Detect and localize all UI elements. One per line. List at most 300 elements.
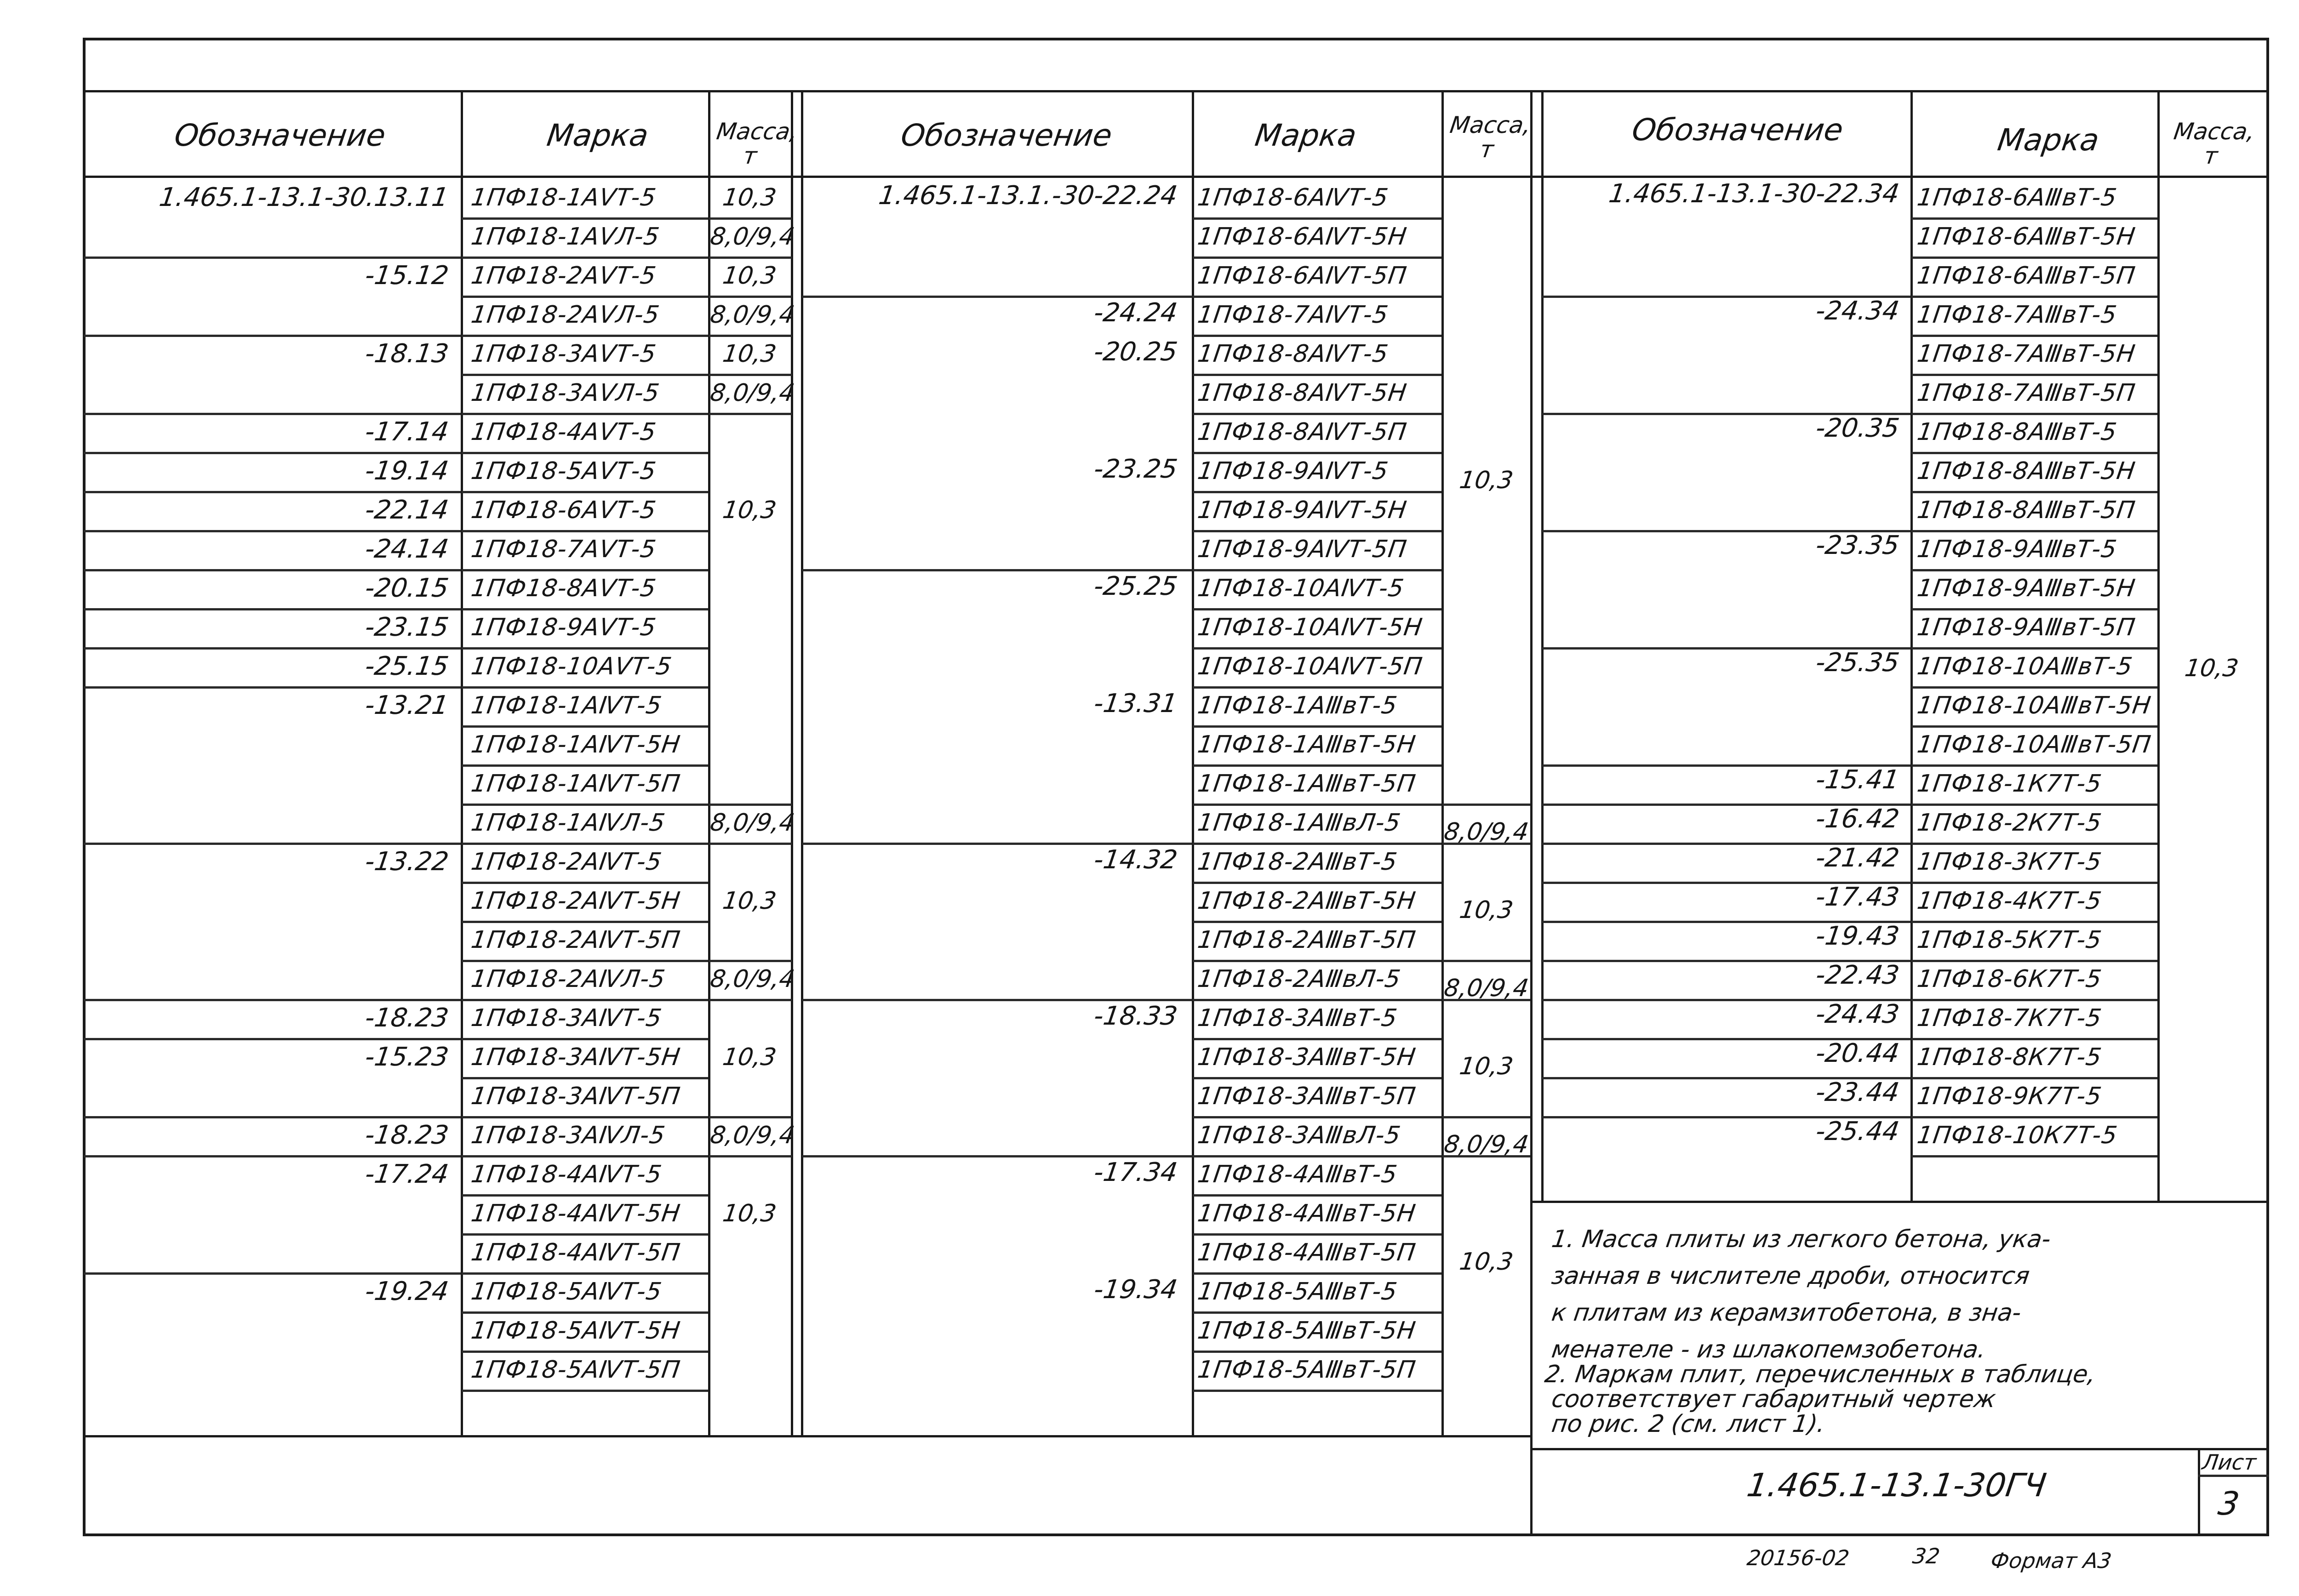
row-divider bbox=[1542, 804, 1910, 806]
row-divider bbox=[1442, 960, 1530, 962]
row-divider bbox=[84, 491, 461, 493]
row-divider bbox=[1442, 1155, 1530, 1157]
mass-cell: 8,0/9,4 bbox=[708, 809, 797, 837]
note-line: соответствует габаритный чертеж bbox=[1550, 1385, 1998, 1413]
row-divider bbox=[462, 882, 708, 884]
row-divider bbox=[1193, 452, 1441, 454]
row-divider bbox=[1193, 1311, 1441, 1314]
mark-cell: 1ПФ18-3АⅤТ-5 bbox=[469, 340, 658, 368]
col2-divider-mark bbox=[1441, 90, 1444, 1437]
row-divider bbox=[1193, 1272, 1441, 1275]
row-divider bbox=[462, 764, 708, 767]
mark-cell: 1ПФ18-5АⅢвТ-5Н bbox=[1195, 1317, 1418, 1345]
row-divider bbox=[462, 530, 708, 532]
designation-code: -25.15 bbox=[363, 651, 451, 681]
row-divider bbox=[1911, 491, 2157, 493]
row-divider bbox=[1193, 1077, 1441, 1079]
row-divider bbox=[802, 999, 1192, 1001]
designation-code: -25.35 bbox=[1813, 648, 1901, 678]
mass-cell: 10,3 bbox=[721, 262, 778, 290]
designation-code: -19.43 bbox=[1813, 921, 1901, 951]
row-divider bbox=[462, 1351, 708, 1353]
designation-code: -14.32 bbox=[1092, 845, 1179, 875]
row-divider bbox=[84, 413, 461, 415]
row-divider bbox=[84, 843, 461, 845]
row-divider bbox=[1193, 491, 1441, 493]
mass-cell: 10,3 bbox=[721, 1200, 778, 1227]
mark-cell: 1ПФ18-9АⅣТ-5П bbox=[1195, 536, 1409, 563]
mark-cell: 1ПФ18-3АⅣТ-5Н bbox=[469, 1043, 682, 1071]
row-divider bbox=[1193, 256, 1441, 259]
row-divider bbox=[462, 1116, 708, 1118]
col3-divider-mark bbox=[2157, 90, 2160, 1203]
designation-code: -19.34 bbox=[1092, 1275, 1179, 1305]
row-divider bbox=[709, 413, 792, 415]
footer-format: Формат А3 bbox=[1989, 1548, 2113, 1573]
row-divider bbox=[84, 608, 461, 610]
designation-code: -21.42 bbox=[1813, 843, 1901, 873]
mass-unit: т bbox=[741, 142, 759, 169]
row-divider bbox=[1911, 217, 2157, 220]
mass-cell: 8,0/9,4 bbox=[708, 301, 797, 329]
row-divider bbox=[1442, 999, 1530, 1001]
row-divider bbox=[709, 1116, 792, 1118]
mark-cell: 1ПФ18-6АⅣТ-5П bbox=[1195, 262, 1409, 290]
mark-cell: 1ПФ18-1АⅣТ-5 bbox=[469, 692, 664, 719]
mark-cell: 1ПФ18-6АⅢвТ-5Н bbox=[1915, 223, 2137, 251]
mark-cell: 1ПФ18-5К7Т-5 bbox=[1915, 926, 2104, 954]
row-divider bbox=[802, 569, 1192, 571]
note-line: занная в числителе дроби, относится bbox=[1550, 1262, 2031, 1290]
mass-cell: 8,0/9,4 bbox=[1442, 818, 1531, 846]
row-divider bbox=[1193, 647, 1441, 650]
mass-cell: 8,0/9,4 bbox=[708, 223, 797, 251]
row-divider bbox=[802, 1155, 1192, 1157]
mark-cell: 1ПФ18-4АⅢвТ-5Н bbox=[1195, 1200, 1418, 1227]
row-divider bbox=[1911, 608, 2157, 610]
designation-code: -20.35 bbox=[1813, 413, 1901, 443]
row-divider bbox=[1193, 1194, 1441, 1197]
stamp-sheet-number: 3 bbox=[2216, 1485, 2242, 1522]
mark-cell: 1ПФ18-10АⅣТ-5Н bbox=[1195, 614, 1424, 641]
row-divider bbox=[1911, 374, 2157, 376]
mass-cell: 10,3 bbox=[1458, 896, 1515, 924]
row-divider bbox=[1911, 296, 2157, 298]
row-divider bbox=[462, 1077, 708, 1079]
mark-cell: 1ПФ18-3К7Т-5 bbox=[1915, 848, 2104, 876]
mark-cell: 1ПФ18-8АⅣТ-5 bbox=[1195, 340, 1390, 368]
row-divider bbox=[1442, 1116, 1530, 1118]
col1-header-designation: Обозначение bbox=[172, 118, 388, 153]
row-divider bbox=[1193, 960, 1441, 962]
row-divider bbox=[1911, 921, 2157, 923]
col3-header-designation: Обозначение bbox=[1630, 112, 1846, 148]
row-divider bbox=[709, 335, 792, 337]
col1-header-mass bbox=[712, 118, 800, 169]
row-divider bbox=[1193, 1390, 1441, 1392]
row-divider bbox=[462, 1233, 708, 1236]
mark-cell: 1ПФ18-1АⅢвЛ-5 bbox=[1195, 809, 1403, 837]
mark-cell: 1ПФ18-10АⅤТ-5 bbox=[469, 653, 674, 680]
mark-cell: 1ПФ18-9АⅢвТ-5 bbox=[1915, 536, 2119, 563]
mark-cell: 1ПФ18-10АⅢвТ-5Н bbox=[1915, 692, 2153, 719]
row-divider bbox=[1442, 843, 1530, 845]
row-divider bbox=[462, 413, 708, 415]
row-divider bbox=[462, 256, 708, 259]
stamp-sheet-label: Лист bbox=[2201, 1450, 2258, 1475]
row-divider bbox=[1193, 764, 1441, 767]
mark-cell: 1ПФ18-9К7Т-5 bbox=[1915, 1083, 2104, 1110]
mark-cell: 1ПФ18-9АⅣТ-5 bbox=[1195, 457, 1390, 485]
mark-cell: 1ПФ18-6АⅢвТ-5 bbox=[1915, 184, 2119, 211]
stamp-sheet-divider bbox=[2198, 1448, 2200, 1536]
mark-cell: 1ПФ18-6АⅣТ-5Н bbox=[1195, 223, 1409, 251]
mark-cell: 1ПФ18-1АⅢвТ-5 bbox=[1195, 692, 1399, 719]
col2-divider-mass-b bbox=[1541, 90, 1544, 1203]
mark-cell: 1ПФ18-7К7Т-5 bbox=[1915, 1004, 2104, 1032]
col2-divider-mass bbox=[1530, 90, 1533, 1536]
col3-header-mass bbox=[2163, 120, 2262, 168]
designation-code: -23.35 bbox=[1813, 530, 1901, 560]
row-divider bbox=[84, 686, 461, 689]
mark-cell: 1ПФ18-3АⅢвТ-5Н bbox=[1195, 1043, 1418, 1071]
mass-cell: 8,0/9,4 bbox=[708, 379, 797, 407]
designation-code: -16.42 bbox=[1813, 804, 1901, 834]
row-divider bbox=[1193, 999, 1441, 1001]
row-divider bbox=[84, 335, 461, 337]
mass-cell: 8,0/9,4 bbox=[1442, 1131, 1531, 1158]
row-divider bbox=[84, 1155, 461, 1157]
row-divider bbox=[1542, 647, 1910, 650]
designation-code: -15.12 bbox=[363, 261, 451, 291]
designation-code: -18.13 bbox=[363, 339, 451, 369]
designation-code: 1.465.1-13.1-30-22.34 bbox=[1607, 179, 1901, 209]
row-divider bbox=[1542, 1038, 1910, 1040]
designation-code: -17.24 bbox=[363, 1159, 451, 1189]
mass-label: Масса, bbox=[2172, 118, 2257, 145]
col1-divider-mark bbox=[708, 90, 710, 1437]
mass-cell: 10,3 bbox=[1458, 1053, 1515, 1080]
designation-code: -24.43 bbox=[1813, 999, 1901, 1029]
row-divider bbox=[1911, 452, 2157, 454]
mark-cell: 1ПФ18-2АⅢвТ-5 bbox=[1195, 848, 1399, 876]
mark-cell: 1ПФ18-7АⅢвТ-5 bbox=[1915, 301, 2119, 329]
row-divider bbox=[462, 1155, 708, 1157]
row-divider bbox=[462, 1272, 708, 1275]
mark-cell: 1ПФ18-6АⅣТ-5 bbox=[1195, 184, 1390, 211]
mark-cell: 1ПФ18-4АⅢвТ-5 bbox=[1195, 1161, 1399, 1188]
row-divider bbox=[462, 725, 708, 728]
mark-cell: 1ПФ18-3АⅢвЛ-5 bbox=[1195, 1122, 1403, 1149]
designation-code: -22.43 bbox=[1813, 960, 1901, 990]
row-divider bbox=[709, 960, 792, 962]
row-divider bbox=[802, 843, 1192, 845]
col3-table-bottom-line bbox=[1531, 1201, 2269, 1203]
mark-cell: 1ПФ18-5АⅣТ-5 bbox=[469, 1278, 664, 1305]
row-divider bbox=[1193, 882, 1441, 884]
row-divider bbox=[1193, 569, 1441, 571]
row-divider bbox=[1911, 725, 2157, 728]
mark-cell: 1ПФ18-9АⅢвТ-5П bbox=[1915, 614, 2137, 641]
row-divider bbox=[1911, 686, 2157, 689]
row-divider bbox=[1542, 1077, 1910, 1079]
mass-unit: т bbox=[1478, 136, 1496, 163]
designation-code: -20.25 bbox=[1092, 337, 1179, 367]
mark-cell: 1ПФ18-4АⅣТ-5Н bbox=[469, 1200, 682, 1227]
mark-cell: 1ПФ18-8АⅢвТ-5 bbox=[1915, 418, 2119, 446]
mark-cell: 1ПФ18-6К7Т-5 bbox=[1915, 965, 2104, 993]
mark-cell: 1ПФ18-9АⅤТ-5 bbox=[469, 614, 658, 641]
row-divider bbox=[84, 1272, 461, 1275]
row-divider bbox=[709, 217, 792, 220]
row-divider bbox=[84, 256, 461, 259]
stamp-top-line bbox=[1531, 1448, 2269, 1450]
row-divider bbox=[84, 530, 461, 532]
designation-code: -13.31 bbox=[1092, 689, 1179, 718]
mark-cell: 1ПФ18-8АⅤТ-5 bbox=[469, 575, 658, 602]
note-line: 2. Маркам плит, перечисленных в таблице, bbox=[1543, 1361, 2098, 1388]
row-divider bbox=[1193, 374, 1441, 376]
mark-cell: 1ПФ18-3АⅢвТ-5 bbox=[1195, 1004, 1399, 1032]
designation-code: -23.25 bbox=[1092, 454, 1179, 484]
mass-cell: 10,3 bbox=[1458, 1248, 1515, 1276]
mark-cell: 1ПФ18-1АⅣЛ-5 bbox=[469, 809, 667, 837]
mark-cell: 1ПФ18-2АⅢвЛ-5 bbox=[1195, 965, 1403, 993]
col1-header-mark: Марка bbox=[544, 118, 651, 153]
mark-cell: 1ПФ18-8АⅢвТ-5Н bbox=[1915, 457, 2137, 485]
mark-cell: 1ПФ18-2АⅣТ-5Н bbox=[469, 887, 682, 915]
row-divider bbox=[1542, 921, 1910, 923]
row-divider bbox=[462, 647, 708, 650]
col2-header-mark: Марка bbox=[1252, 118, 1359, 153]
designation-code: 1.465.1-13.1.-30-22.24 bbox=[877, 181, 1179, 211]
note-line: к плитам из керамзитобетона, в зна- bbox=[1550, 1299, 2023, 1327]
row-divider bbox=[1442, 804, 1530, 806]
mark-cell: 1ПФ18-7АⅣТ-5 bbox=[1195, 301, 1390, 329]
mark-cell: 1ПФ18-4АⅣТ-5П bbox=[469, 1239, 682, 1266]
row-divider bbox=[1193, 1116, 1441, 1118]
mass-cell: 8,0/9,4 bbox=[708, 1122, 797, 1149]
row-divider bbox=[462, 296, 708, 298]
mass-cell: 10,3 bbox=[1458, 467, 1515, 494]
mark-cell: 1ПФ18-10АⅢвТ-5П bbox=[1915, 731, 2153, 758]
row-divider bbox=[1193, 843, 1441, 845]
designation-code: -25.44 bbox=[1813, 1117, 1901, 1146]
row-divider bbox=[1911, 1077, 2157, 1079]
mark-cell: 1ПФ18-6АⅤТ-5 bbox=[469, 496, 658, 524]
mark-cell: 1ПФ18-8АⅢвТ-5П bbox=[1915, 496, 2137, 524]
col2-header-mass bbox=[1445, 113, 1533, 161]
designation-code: 1.465.1-13.1-30.13.11 bbox=[157, 182, 451, 212]
row-divider bbox=[84, 569, 461, 571]
row-divider bbox=[462, 335, 708, 337]
row-divider bbox=[1911, 960, 2157, 962]
mark-cell: 1ПФ18-6АⅢвТ-5П bbox=[1915, 262, 2137, 290]
mark-cell: 1ПФ18-7АⅢвТ-5Н bbox=[1915, 340, 2137, 368]
row-divider bbox=[1542, 882, 1910, 884]
row-divider bbox=[1911, 413, 2157, 415]
mass-unit: т bbox=[2202, 142, 2219, 169]
mark-cell: 1ПФ18-2К7Т-5 bbox=[1915, 809, 2104, 837]
note-line: 1. Масса плиты из легкого бетона, ука- bbox=[1550, 1226, 2053, 1253]
mark-cell: 1ПФ18-8АⅣТ-5П bbox=[1195, 418, 1409, 446]
row-divider bbox=[1193, 1038, 1441, 1040]
mass-cell: 10,3 bbox=[721, 887, 778, 915]
designation-code: -17.34 bbox=[1092, 1157, 1179, 1187]
mark-cell: 1ПФ18-7АⅢвТ-5П bbox=[1915, 379, 2137, 407]
designation-code: -13.22 bbox=[363, 847, 451, 877]
row-divider bbox=[462, 569, 708, 571]
row-divider bbox=[1193, 1351, 1441, 1353]
designation-code: -18.23 bbox=[363, 1003, 451, 1033]
col3-header-mark: Марка bbox=[1995, 122, 2102, 158]
mark-cell: 1ПФ18-5АⅢвТ-5 bbox=[1195, 1278, 1399, 1305]
stamp-document-code: 1.465.1-13.1-30ГЧ bbox=[1744, 1466, 2049, 1504]
mark-cell: 1ПФ18-2АⅢвТ-5П bbox=[1195, 926, 1418, 954]
designation-code: -20.15 bbox=[363, 573, 451, 603]
designation-code: -23.15 bbox=[363, 612, 451, 642]
col1-divider-mass-b bbox=[801, 90, 803, 1437]
row-divider bbox=[709, 999, 792, 1001]
row-divider bbox=[1542, 764, 1910, 767]
mass-cell: 10,3 bbox=[721, 1043, 778, 1071]
row-divider bbox=[709, 804, 792, 806]
row-divider bbox=[462, 686, 708, 689]
row-divider bbox=[1911, 1155, 2157, 1157]
row-divider bbox=[1193, 608, 1441, 610]
mark-cell: 1ПФ18-5АⅤТ-5 bbox=[469, 457, 658, 485]
row-divider bbox=[802, 296, 1192, 298]
mark-cell: 1ПФ18-3АⅤЛ-5 bbox=[469, 379, 662, 407]
stamp-sheet-line bbox=[2198, 1475, 2269, 1477]
row-divider bbox=[1542, 1116, 1910, 1118]
row-divider bbox=[1911, 804, 2157, 806]
designation-code: -17.43 bbox=[1813, 882, 1901, 912]
mark-cell: 1ПФ18-1АⅤЛ-5 bbox=[469, 223, 662, 251]
designation-code: -23.44 bbox=[1813, 1077, 1901, 1107]
designation-code: -15.23 bbox=[363, 1042, 451, 1072]
row-divider bbox=[84, 1116, 461, 1118]
row-divider bbox=[462, 217, 708, 220]
row-divider bbox=[1911, 1038, 2157, 1040]
row-divider bbox=[1911, 882, 2157, 884]
row-divider bbox=[1193, 804, 1441, 806]
note-line: по рис. 2 (см. лист 1). bbox=[1550, 1410, 1827, 1438]
row-divider bbox=[1542, 413, 1910, 415]
mark-cell: 1ПФ18-1АⅣТ-5П bbox=[469, 770, 682, 798]
header-bottom-line bbox=[83, 176, 2269, 178]
row-divider bbox=[1542, 530, 1910, 532]
mark-cell: 1ПФ18-9АⅢвТ-5Н bbox=[1915, 575, 2137, 602]
row-divider bbox=[462, 804, 708, 806]
mass-cell: 10,3 bbox=[2183, 655, 2241, 682]
header-top-line bbox=[83, 90, 2269, 92]
row-divider bbox=[462, 843, 708, 845]
row-divider bbox=[462, 452, 708, 454]
mark-cell: 1ПФ18-4АⅣТ-5 bbox=[469, 1161, 664, 1188]
row-divider bbox=[84, 999, 461, 1001]
row-divider bbox=[709, 296, 792, 298]
row-divider bbox=[1193, 413, 1441, 415]
designation-code: -24.24 bbox=[1092, 298, 1179, 328]
row-divider bbox=[709, 374, 792, 376]
row-divider bbox=[462, 374, 708, 376]
mark-cell: 1ПФ18-8АⅣТ-5Н bbox=[1195, 379, 1409, 407]
mark-cell: 1ПФ18-5АⅣТ-5П bbox=[469, 1356, 682, 1384]
designation-code: -19.14 bbox=[363, 456, 451, 486]
row-divider bbox=[1911, 647, 2157, 650]
row-divider bbox=[1542, 843, 1910, 845]
row-divider bbox=[1193, 921, 1441, 923]
row-divider bbox=[709, 256, 792, 259]
mark-cell: 1ПФ18-3АⅢвТ-5П bbox=[1195, 1083, 1418, 1110]
mass-cell: 10,3 bbox=[721, 340, 778, 368]
row-divider bbox=[1911, 256, 2157, 259]
row-divider bbox=[462, 1390, 708, 1392]
mark-cell: 1ПФ18-2АⅤЛ-5 bbox=[469, 301, 662, 329]
row-divider bbox=[1542, 296, 1910, 298]
designation-code: -17.14 bbox=[363, 417, 451, 447]
mark-cell: 1ПФ18-4АⅤТ-5 bbox=[469, 418, 658, 446]
designation-code: -25.25 bbox=[1092, 571, 1179, 601]
mark-cell: 1ПФ18-1АⅢвТ-5Н bbox=[1195, 731, 1418, 758]
mass-cell: 8,0/9,4 bbox=[708, 965, 797, 993]
row-divider bbox=[709, 843, 792, 845]
row-divider bbox=[1193, 686, 1441, 689]
mark-cell: 1ПФ18-2АⅤТ-5 bbox=[469, 262, 658, 290]
mark-cell: 1ПФ18-5АⅣТ-5Н bbox=[469, 1317, 682, 1345]
row-divider bbox=[84, 452, 461, 454]
row-divider bbox=[1193, 335, 1441, 337]
row-divider bbox=[1911, 999, 2157, 1001]
mark-cell: 1ПФ18-3АⅣЛ-5 bbox=[469, 1122, 667, 1149]
mark-cell: 1ПФ18-3АⅣТ-5П bbox=[469, 1083, 682, 1110]
designation-code: -18.33 bbox=[1092, 1001, 1179, 1031]
mark-cell: 1ПФ18-1АⅣТ-5Н bbox=[469, 731, 682, 758]
mark-cell: 1ПФ18-4АⅢвТ-5П bbox=[1195, 1239, 1418, 1266]
row-divider bbox=[84, 647, 461, 650]
note-line: менателе - из шлакопемзобетона. bbox=[1550, 1336, 1988, 1363]
designation-code: -24.34 bbox=[1813, 296, 1901, 326]
col2-header-designation: Обозначение bbox=[898, 118, 1115, 153]
col1-divider-mass bbox=[791, 90, 793, 1437]
row-divider bbox=[1911, 335, 2157, 337]
row-divider bbox=[1542, 960, 1910, 962]
row-divider bbox=[462, 491, 708, 493]
designation-code: -22.14 bbox=[363, 495, 451, 525]
mark-cell: 1ПФ18-5АⅢвТ-5П bbox=[1195, 1356, 1418, 1384]
designation-code: -20.44 bbox=[1813, 1038, 1901, 1068]
mark-cell: 1ПФ18-7АⅤТ-5 bbox=[469, 536, 658, 563]
mark-cell: 1ПФ18-10К7Т-5 bbox=[1915, 1122, 2119, 1149]
row-divider bbox=[462, 1194, 708, 1197]
mark-cell: 1ПФ18-10АⅣТ-5 bbox=[1195, 575, 1406, 602]
mark-cell: 1ПФ18-2АⅣЛ-5 bbox=[469, 965, 667, 993]
mark-cell: 1ПФ18-3АⅣТ-5 bbox=[469, 1004, 664, 1032]
row-divider bbox=[709, 1155, 792, 1157]
row-divider bbox=[1193, 725, 1441, 728]
row-divider bbox=[462, 1038, 708, 1040]
footer-number: 20156-02 bbox=[1745, 1545, 1851, 1570]
mark-cell: 1ПФ18-1АⅢвТ-5П bbox=[1195, 770, 1418, 798]
mass-label: Масса, bbox=[1448, 112, 1533, 138]
designation-code: -19.24 bbox=[363, 1277, 451, 1306]
row-divider bbox=[1193, 1233, 1441, 1236]
footer-page: 32 bbox=[1911, 1544, 1942, 1568]
designation-code: -15.41 bbox=[1813, 765, 1901, 795]
row-divider bbox=[84, 1038, 461, 1040]
row-divider bbox=[1911, 843, 2157, 845]
